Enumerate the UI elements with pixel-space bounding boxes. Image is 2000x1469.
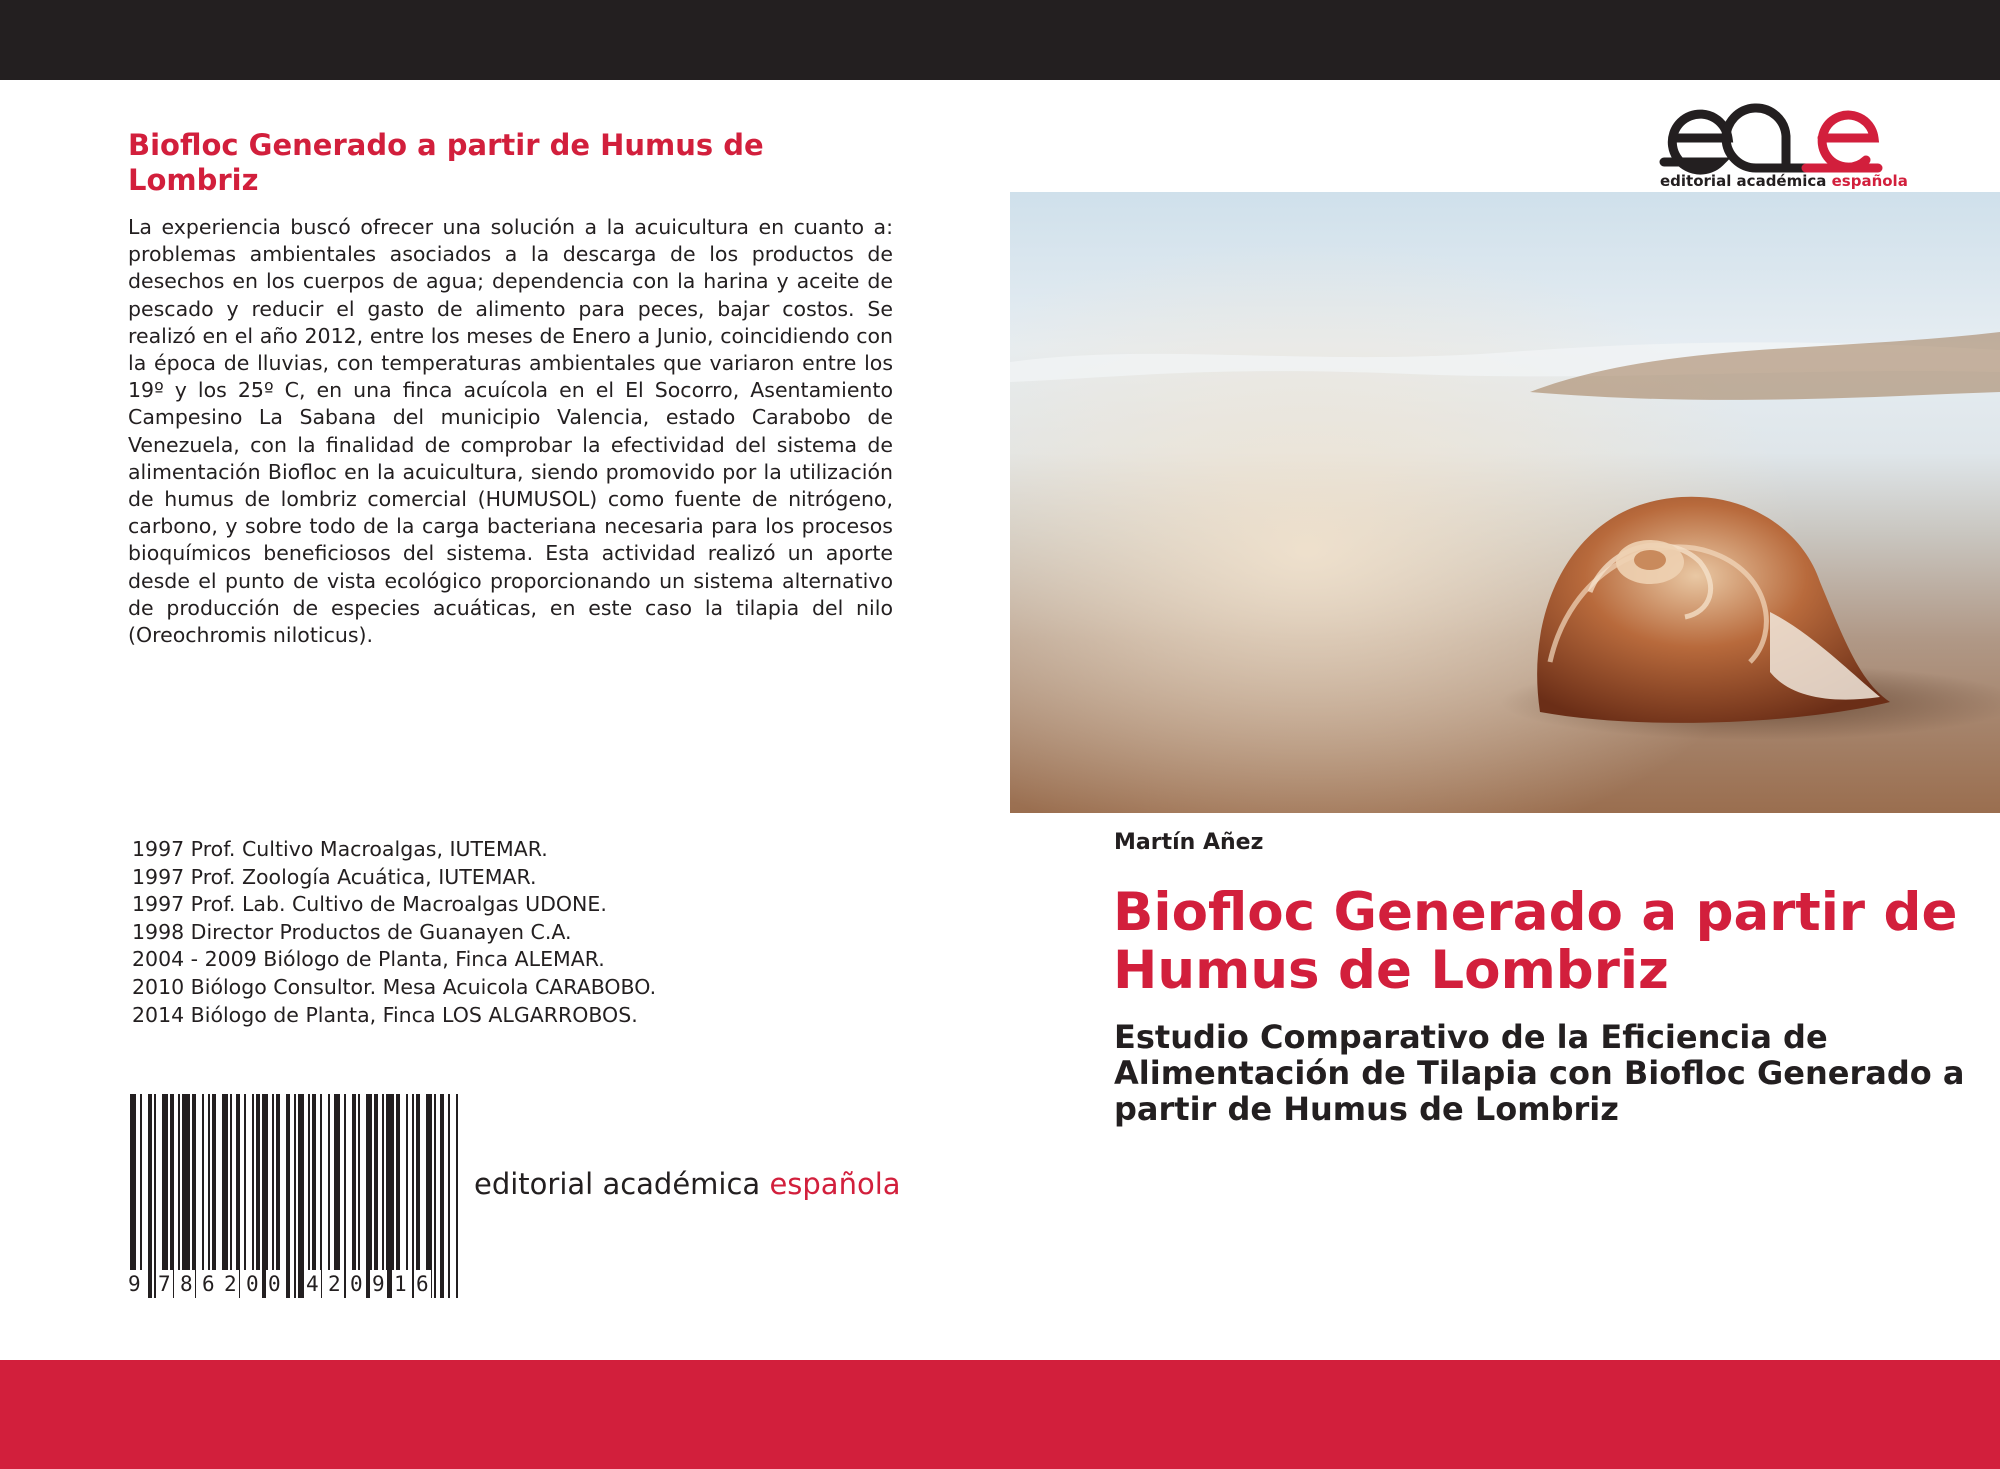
isbn-digit: 2: [328, 1272, 341, 1296]
barcode-bar: [212, 1094, 216, 1298]
barcode-bar: [236, 1094, 240, 1298]
barcode-bar: [130, 1094, 136, 1298]
barcode-bar: [256, 1094, 260, 1298]
barcode-bar: [244, 1094, 246, 1298]
publisher-name-main: editorial académica: [474, 1167, 770, 1201]
back-cover-blurb: La experiencia buscó ofrecer una solución a la acuicultura en cuanto a: problemas ambientales asociados a la descarga de los productos de desechos en los cuerpos de agua; dependencia con la harina y aceite de pescado y reducir el gasto de alimento para peces, bajar costos. Se realizó en el año 2012, entre los meses de Enero a Junio, coincidiendo con la época de lluvias, con temperaturas ambientales que variaron entre los 19º y los 25º C, en una finca acuícola en el El Socorro, Asentamiento Campesino La Sabana del municipio Valencia, estado Carabobo de Venezuela, con la finalidad de comprobar la efectividad del sistema de alimentación Biofloc en la acuicultura, siendo promovido por la utilización de humus de lombriz comercial (HUMUSOL) como fuente de nitrógeno, carbono, y sobre todo de la carga bacteriana necesaria para los procesos bioquímicos beneficiosos del sistema. Esta actividad realizó un aporte desde el punto de vista ecológico proporcionando un sistema alternativo de producción de especies acuáticas, en este caso la tilapia del nilo (Oreochromis niloticus).: [128, 215, 893, 648]
barcode-bar: [320, 1094, 322, 1298]
barcode-bar: [448, 1094, 450, 1298]
isbn-digit: 6: [416, 1272, 429, 1296]
isbn-digit: 0: [246, 1272, 259, 1296]
author-bio-list: [132, 836, 752, 1029]
barcode-bar: [396, 1094, 400, 1298]
barcode: [130, 1094, 460, 1298]
barcode-bar: [366, 1094, 372, 1298]
author-bio-item: 1997 Prof. Lab. Cultivo de Macroalgas UDONE.: [132, 892, 607, 917]
isbn-digit: 6: [202, 1272, 215, 1296]
top-band: [0, 0, 2000, 80]
isbn-digit: 4: [306, 1272, 319, 1296]
barcode-bar: [140, 1094, 142, 1298]
barcode-bar: [294, 1094, 296, 1298]
barcode-bar: [230, 1094, 232, 1298]
isbn-digit: 8: [180, 1272, 193, 1296]
barcode-bar: [328, 1094, 330, 1298]
barcode-bars: [130, 1094, 460, 1298]
isbn-digits: [126, 1270, 466, 1300]
barcode-bar: [382, 1094, 384, 1298]
barcode-bar: [182, 1094, 190, 1298]
barcode-bar: [192, 1094, 196, 1298]
barcode-bar: [406, 1094, 408, 1298]
barcode-bar: [272, 1094, 274, 1298]
barcode-bar: [434, 1094, 436, 1298]
barcode-bar: [154, 1094, 156, 1298]
author-bio-item: 1997 Prof. Zoología Acuática, IUTEMAR.: [132, 864, 537, 889]
barcode-bar: [222, 1094, 228, 1298]
barcode-bar: [208, 1094, 210, 1298]
barcode-bar: [298, 1094, 304, 1298]
barcode-bar: [344, 1094, 346, 1298]
barcode-bar: [202, 1094, 204, 1298]
logo-text-accent: española: [1831, 172, 1908, 190]
isbn-digit: 2: [224, 1272, 237, 1296]
barcode-bar: [358, 1094, 360, 1298]
isbn-digit: 9: [128, 1272, 141, 1296]
barcode-bar: [386, 1094, 394, 1298]
isbn-digit: 0: [350, 1272, 363, 1296]
barcode-bar: [312, 1094, 316, 1298]
barcode-bar: [440, 1094, 444, 1298]
barcode-bar: [334, 1094, 340, 1298]
barcode-bar: [456, 1094, 458, 1298]
barcode-bar: [352, 1094, 356, 1298]
barcode-bar: [252, 1094, 254, 1298]
logo-text-main: editorial académica: [1660, 172, 1832, 190]
back-cover-title: Biofloc Generado a partir de Humus de Lombriz: [128, 128, 764, 197]
barcode-bar: [276, 1094, 280, 1298]
front-cover-author: Martín Añez: [1114, 830, 1264, 855]
author-bio-item: 2004 - 2009 Biólogo de Planta, Finca ALEMAR.: [132, 947, 605, 972]
barcode-bar: [374, 1094, 378, 1298]
publisher-name-accent: española: [769, 1167, 901, 1201]
isbn-digit: 1: [394, 1272, 407, 1296]
barcode-bar: [308, 1094, 310, 1298]
front-cover-subtitle: Estudio Comparativo de la Eficiencia de Alimentación de Tilapia con Biofloc Generado a partir de Humus de Lombriz: [1114, 1018, 1965, 1128]
front-cover-title: Biofloc Generado a partir de Humus de Lombriz: [1113, 882, 1958, 1001]
isbn-digit: 9: [372, 1272, 385, 1296]
barcode-bar: [170, 1094, 174, 1298]
publisher-name-back: [474, 1166, 901, 1202]
author-bio-item: 2010 Biólogo Consultor. Mesa Acuicola CARABOBO.: [132, 974, 657, 999]
barcode-bar: [148, 1094, 152, 1298]
snail-shell-image: [1010, 192, 2000, 813]
logo-text: [1660, 172, 1908, 190]
barcode-bar: [262, 1094, 268, 1298]
barcode-bar: [412, 1094, 414, 1298]
cover-photo-snail-shell: [1010, 192, 2000, 813]
isbn-digit: 0: [268, 1272, 281, 1296]
barcode-bar: [178, 1094, 180, 1298]
author-bio-item: 2014 Biólogo de Planta, Finca LOS ALGARROBOS.: [132, 1002, 638, 1027]
barcode-bar: [286, 1094, 290, 1298]
barcode-bar: [416, 1094, 420, 1298]
barcode-bar: [426, 1094, 432, 1298]
bottom-band: [0, 1360, 2000, 1469]
isbn-digit: 7: [158, 1272, 171, 1296]
author-bio-item: 1998 Director Productos de Guanayen C.A.: [132, 919, 572, 944]
author-bio-item: 1997 Prof. Cultivo Macroalgas, IUTEMAR.: [132, 837, 548, 861]
barcode-bar: [162, 1094, 168, 1298]
